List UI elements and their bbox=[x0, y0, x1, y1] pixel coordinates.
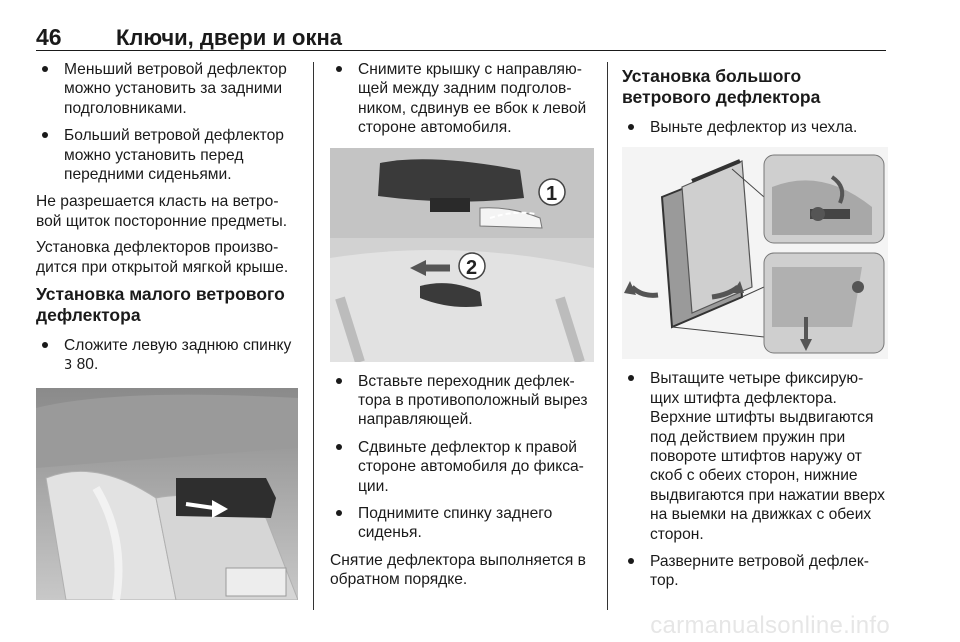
list-item: Разверните ветровой дефлек-тор. bbox=[622, 552, 890, 591]
list-item: Снимите крышку с направляю-щей между задним подголов-ником, сдвинув ее вбок к левой стороне автомобиля. bbox=[330, 60, 595, 138]
figure-headliner-guide-cover bbox=[330, 148, 594, 362]
column-left bbox=[36, 60, 300, 610]
section-heading: Установка большого ветрового дефлектора bbox=[622, 66, 821, 107]
chapter-title: Ключи, двери и окна bbox=[116, 25, 342, 50]
figure-large-deflector-pins bbox=[622, 147, 888, 359]
figure-rear-seat-guide bbox=[36, 388, 298, 600]
figure-callout-1: 1 bbox=[546, 182, 558, 205]
column-right bbox=[622, 60, 890, 599]
paragraph: Не разрешается класть на ветро-вой щиток посторонние предметы. bbox=[36, 193, 288, 230]
step-text: Сложите левую заднюю спинку bbox=[64, 337, 292, 355]
column-middle bbox=[330, 60, 595, 597]
list-item bbox=[36, 336, 300, 376]
page-ref[interactable]: 80. bbox=[76, 356, 99, 374]
paragraph: Установка дефлекторов произво-дится при открытой мягкой крыше. bbox=[36, 239, 289, 276]
paragraph: Снятие дефлектора выполняется в обратном порядке. bbox=[330, 551, 586, 589]
list-item: Вставьте переходник дефлек-тора в противоположный вырез направляющей. bbox=[330, 372, 595, 430]
list-item: Меньший ветровой дефлектор можно установить за задними подголовниками. bbox=[36, 60, 300, 118]
list-item: Поднимите спинку заднего сиденья. bbox=[330, 504, 595, 543]
section-heading: Установка малого ветрового дефлектора bbox=[36, 284, 285, 326]
page-header bbox=[36, 20, 886, 51]
list-item: Вытащите четыре фиксирую-щих штифта дефлектора. Верхние штифты выдвигаются под действием пружин при повороте штифтов наружу от скоб с обеих сторон, нижние выдвигаются при нажатии вверх на выемки на движках с обеих сторон. bbox=[622, 369, 890, 544]
watermark: carmanualsonline.info bbox=[650, 612, 890, 639]
column-divider-1 bbox=[313, 62, 314, 610]
list-item: Выньте дефлектор из чехла. bbox=[622, 118, 890, 137]
page-ref-arrow-icon: 3 bbox=[64, 358, 73, 374]
figure-callout-2: 2 bbox=[466, 256, 478, 279]
list-item: Сдвиньте дефлектор к правой стороне автомобиля до фикса-ции. bbox=[330, 438, 595, 496]
column-divider-2 bbox=[607, 62, 608, 610]
list-item: Больший ветровой дефлектор можно установить перед передними сиденьями. bbox=[36, 126, 300, 184]
page-number: 46 bbox=[36, 24, 62, 50]
